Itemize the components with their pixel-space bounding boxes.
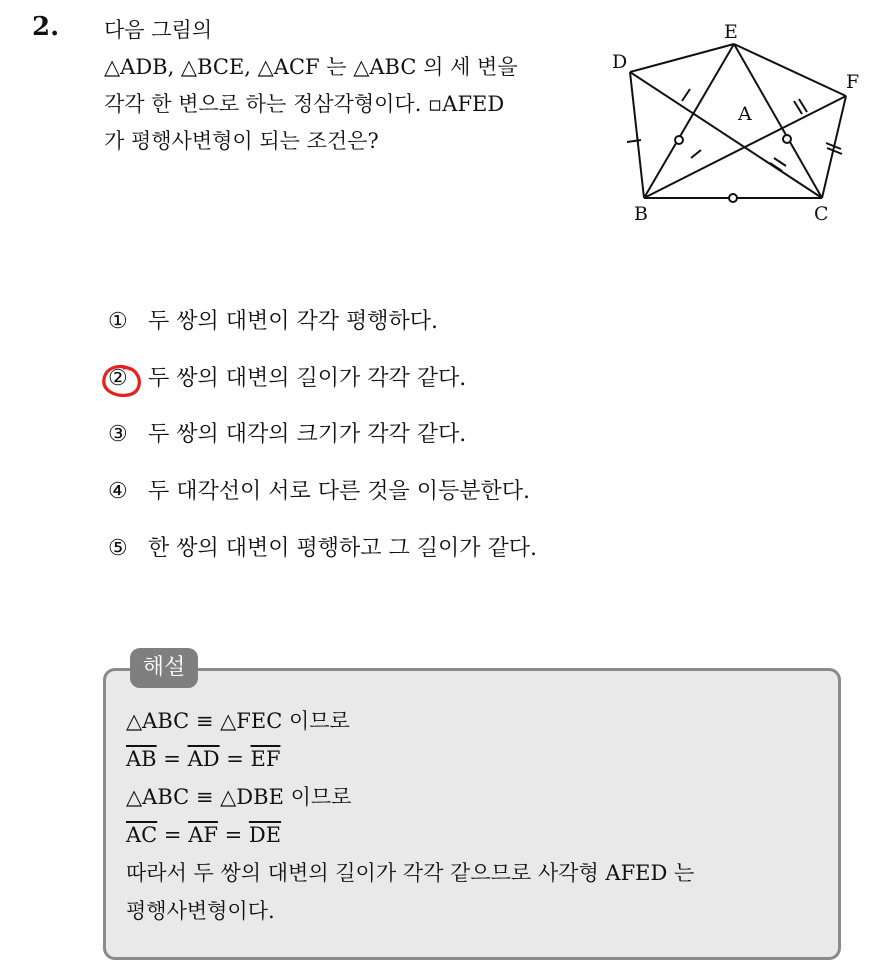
segment-ab: $\overline{AB}$ — [126, 747, 157, 771]
choice-3[interactable] — [108, 413, 748, 470]
label-c: C — [814, 203, 829, 225]
segment-de: $\overline{DE}$ — [248, 823, 282, 847]
choice-2[interactable] — [108, 357, 748, 414]
segment-fe — [734, 44, 846, 96]
solution-line: 따라서 두 쌍의 대변의 길이가 각각 같으므로 사각형 AFED 는 — [126, 861, 695, 885]
solution-line: △ABC ≡ △FEC 이므로 — [126, 709, 350, 733]
choice-text: 두 쌍의 대변의 길이가 각각 같다. — [148, 365, 467, 391]
choice-number: ② — [108, 365, 128, 391]
label-f: F — [846, 71, 860, 93]
segment-ed — [630, 44, 734, 72]
choice-1[interactable] — [108, 300, 748, 357]
choice-number: ① — [108, 309, 128, 334]
segment-af: $\overline{AF}$ — [188, 823, 218, 847]
answer-circle-mark — [100, 363, 144, 399]
equals-sign: = — [156, 747, 188, 771]
label-d: D — [612, 51, 628, 73]
question-line: 다음 그림의 — [104, 18, 213, 42]
question-line: 가 평행사변형이 되는 조건은? — [104, 129, 379, 153]
choice-text: 두 쌍의 대각의 크기가 각각 같다. — [148, 422, 467, 448]
choice-4[interactable] — [108, 470, 748, 527]
solution-equation — [126, 740, 836, 778]
choice-number: ⑤ — [108, 535, 128, 561]
label-e: E — [724, 21, 738, 43]
choice-text: 한 쌍의 대변이 평행하고 그 길이가 같다. — [148, 535, 537, 561]
choice-text: 두 쌍의 대변이 각각 평행하다. — [148, 309, 438, 334]
question-line: △ADB, △BCE, △ACF 는 △ABC 의 세 변을 — [104, 55, 518, 79]
label-b: B — [634, 203, 648, 225]
segment-ef: $\overline{EF}$ — [250, 747, 281, 771]
solution-text — [126, 702, 836, 930]
choice-text: 두 대각선이 서로 다른 것을 이등분한다. — [148, 479, 530, 505]
segment-ac: $\overline{AC}$ — [126, 823, 158, 847]
solution-line: 평행사변형이다. — [126, 899, 275, 923]
geometry-figure — [612, 18, 874, 230]
question-line: 각각 한 변으로 하는 정삼각형이다. ▫AFED — [104, 92, 505, 116]
choice-list — [108, 300, 748, 583]
choice-5[interactable] — [108, 527, 748, 584]
question-text — [104, 12, 604, 160]
equals-sign: = — [217, 823, 249, 847]
equals-sign: = — [219, 747, 251, 771]
choice-number: ④ — [108, 479, 128, 505]
solution-equation — [126, 816, 836, 854]
segment-dc — [630, 72, 822, 198]
choice-number: ③ — [108, 422, 128, 448]
solution-line: △ABC ≡ △DBE 이므로 — [126, 785, 352, 809]
question-number: 2. — [32, 12, 60, 42]
label-a: A — [738, 103, 752, 125]
segment-db — [630, 72, 644, 198]
segment-ad: $\overline{AD}$ — [187, 747, 220, 771]
equals-sign: = — [157, 823, 189, 847]
solution-tag: 해설 — [130, 648, 198, 688]
